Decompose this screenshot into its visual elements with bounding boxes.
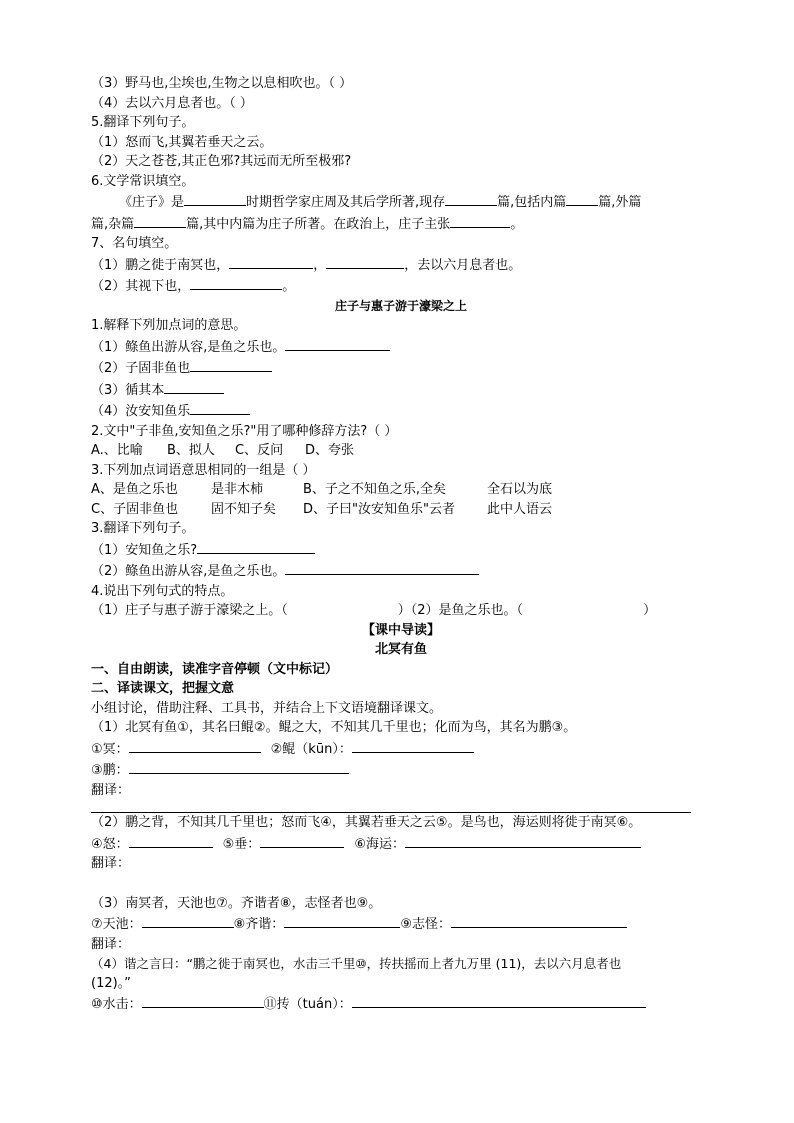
answer-blank[interactable] xyxy=(142,913,234,928)
answer-blank[interactable] xyxy=(129,738,261,753)
answer-blank[interactable] xyxy=(190,357,272,372)
fill-blank-line: 篇,杂篇 篇,其中内篇为庄子所著。在政治上，庄子主张 。 xyxy=(91,213,711,235)
section-title: 庄子与惠子游于濠梁之上 xyxy=(334,298,467,313)
question-heading: 5.翻译下列句子。 xyxy=(91,115,195,130)
question-heading: 3.下列加点词语意思相同的一组是（ ） xyxy=(91,462,316,478)
answer-blank[interactable] xyxy=(450,213,510,228)
answer-blank[interactable] xyxy=(229,254,313,269)
answer-blank[interactable] xyxy=(134,213,186,228)
answer-blank[interactable] xyxy=(129,833,213,848)
note-line: ①冥： ②鲲（kūn）： xyxy=(91,738,711,760)
translation-line[interactable] xyxy=(91,800,691,813)
question-heading: 2.文中"子非鱼,安知鱼之乐?"用了哪种修辞方法?（ ） xyxy=(91,423,398,439)
fill-blank-line: （2）鲦鱼出游从容,是鱼之乐也。 xyxy=(91,560,711,582)
choice-option[interactable]: C、子固非鱼也 xyxy=(91,501,179,517)
fill-blank-line: （2）其视下也， 。 xyxy=(91,275,711,297)
fill-blank-line: （2）子固非鱼也 xyxy=(91,357,711,379)
fill-blank-line: （4）汝安知鱼乐 xyxy=(91,400,711,422)
answer-blank[interactable] xyxy=(164,379,224,394)
question-line: （1）怒而飞,其翼若垂天之云。 xyxy=(91,134,273,150)
answer-blank[interactable] xyxy=(566,191,598,206)
fill-blank-line: （1）鹏之徙于南冥也， ， ，去以六月息者也。 xyxy=(91,254,711,276)
choice-compare: 是非木柿 xyxy=(211,482,264,497)
answer-blank[interactable] xyxy=(445,191,497,206)
question-line: （4）去以六月息者也。（ ） xyxy=(91,95,253,111)
passage-line: （4）谐之言曰：“鹏之徙于南冥也，水击三千里⑩，抟扶摇而上者九万里 (11)，去以六月息者也 xyxy=(91,956,622,971)
fill-blank-line: （1）安知鱼之乐? xyxy=(91,539,711,561)
question-heading: 6.文学常识填空。 xyxy=(91,173,195,189)
choice-options xyxy=(91,441,711,461)
fill-blank-line: （1）鲦鱼出游从容,是鱼之乐也。 xyxy=(91,336,711,358)
choice-option[interactable]: A、是鱼之乐也 xyxy=(91,482,178,497)
fill-blank-line: （3）循其本 xyxy=(91,379,711,401)
note-line: ③鹏： xyxy=(91,759,711,781)
passage-line: (12)。” xyxy=(91,975,131,991)
choice-compare: 全石以为底 xyxy=(487,482,553,497)
choice-row xyxy=(91,500,711,520)
answer-blank[interactable] xyxy=(197,539,315,554)
answer-blank[interactable] xyxy=(142,993,264,1008)
passage-line: （1）北冥有鱼①，其名曰鲲②。鲲之大，不知其几千里也；化而为鸟，其名为鹏③。 xyxy=(91,720,577,735)
choice-compare: 此中人语云 xyxy=(487,501,553,517)
translate-label: 翻译： xyxy=(91,936,131,952)
instruction-text: 小组讨论，借助注释、工具书，并结合上下文语境翻译课文。 xyxy=(91,700,443,716)
question-heading: 1.解释下列加点词的意思。 xyxy=(91,318,247,333)
question-line: （2）天之苍苍,其正色邪?其远而无所至极邪? xyxy=(91,154,352,169)
choice-compare: 固不知子矣 xyxy=(211,501,277,517)
choice-option[interactable]: B、拟人 xyxy=(167,443,215,458)
answer-blank[interactable] xyxy=(285,336,390,351)
question-heading: 7、名句填空。 xyxy=(91,236,178,251)
answer-blank[interactable] xyxy=(184,191,246,206)
question-heading: 3.翻译下列句子。 xyxy=(91,521,195,536)
answer-blank[interactable] xyxy=(451,913,627,928)
choice-option[interactable]: B、子之不知鱼之乐,全矣 xyxy=(303,482,447,497)
fill-blank-line: （1）庄子与惠子游于濠梁之上。（ ）（2）是鱼之乐也。（ ） xyxy=(91,603,657,618)
note-line: ⑩水击： ⑪抟（tuán）： xyxy=(91,993,711,1015)
step-heading: 一、自由朗读，读准字音停顿（文中标记） xyxy=(91,661,339,677)
section-banner: 【课中导读】 xyxy=(361,622,440,638)
choice-option[interactable]: C、反问 xyxy=(235,443,284,458)
answer-blank[interactable] xyxy=(260,833,344,848)
choice-option[interactable]: D、子曰"汝安知鱼乐"云者 xyxy=(303,501,455,517)
translate-label: 翻译： xyxy=(91,856,131,871)
passage-line: （2）鹏之背，不知其几千里也；怒而飞④，其翼若垂天之云⑤。是鸟也，海运则将徙于南冥⑥。 xyxy=(91,815,642,830)
worksheet-page xyxy=(91,74,711,1015)
note-line: ⑦天池： ⑧齐谐： ⑨志怪： xyxy=(91,913,711,935)
answer-blank[interactable] xyxy=(190,275,282,290)
answer-blank[interactable] xyxy=(285,560,479,575)
choice-row xyxy=(91,480,711,500)
translate-label: 翻译： xyxy=(91,782,131,798)
answer-blank[interactable] xyxy=(190,400,250,415)
answer-blank[interactable] xyxy=(129,759,349,774)
note-line: ④怒： ⑤垂： ⑥海运： xyxy=(91,833,711,855)
answer-blank[interactable] xyxy=(352,993,646,1008)
answer-blank[interactable] xyxy=(405,833,641,848)
choice-option[interactable]: D、夸张 xyxy=(305,443,355,458)
question-line: （3）野马也,尘埃也,生物之以息相吹也。（ ） xyxy=(91,76,353,91)
question-heading: 4.说出下列句式的特点。 xyxy=(91,583,234,599)
step-heading: 二、译读课文，把握文意 xyxy=(91,681,235,696)
answer-blank[interactable] xyxy=(326,254,404,269)
answer-blank[interactable] xyxy=(352,738,474,753)
section-title: 北冥有鱼 xyxy=(374,642,427,657)
passage-line: （3）南冥者，天池也⑦。齐谐者⑧，志怪者也⑨。 xyxy=(91,895,382,911)
fill-blank-line: 《庄子》是 时期哲学家庄周及其后学所著,现存 篇,包括内篇 篇,外篇 xyxy=(91,191,711,213)
choice-option[interactable]: A.、比喻 xyxy=(91,443,143,458)
answer-blank[interactable] xyxy=(284,913,400,928)
